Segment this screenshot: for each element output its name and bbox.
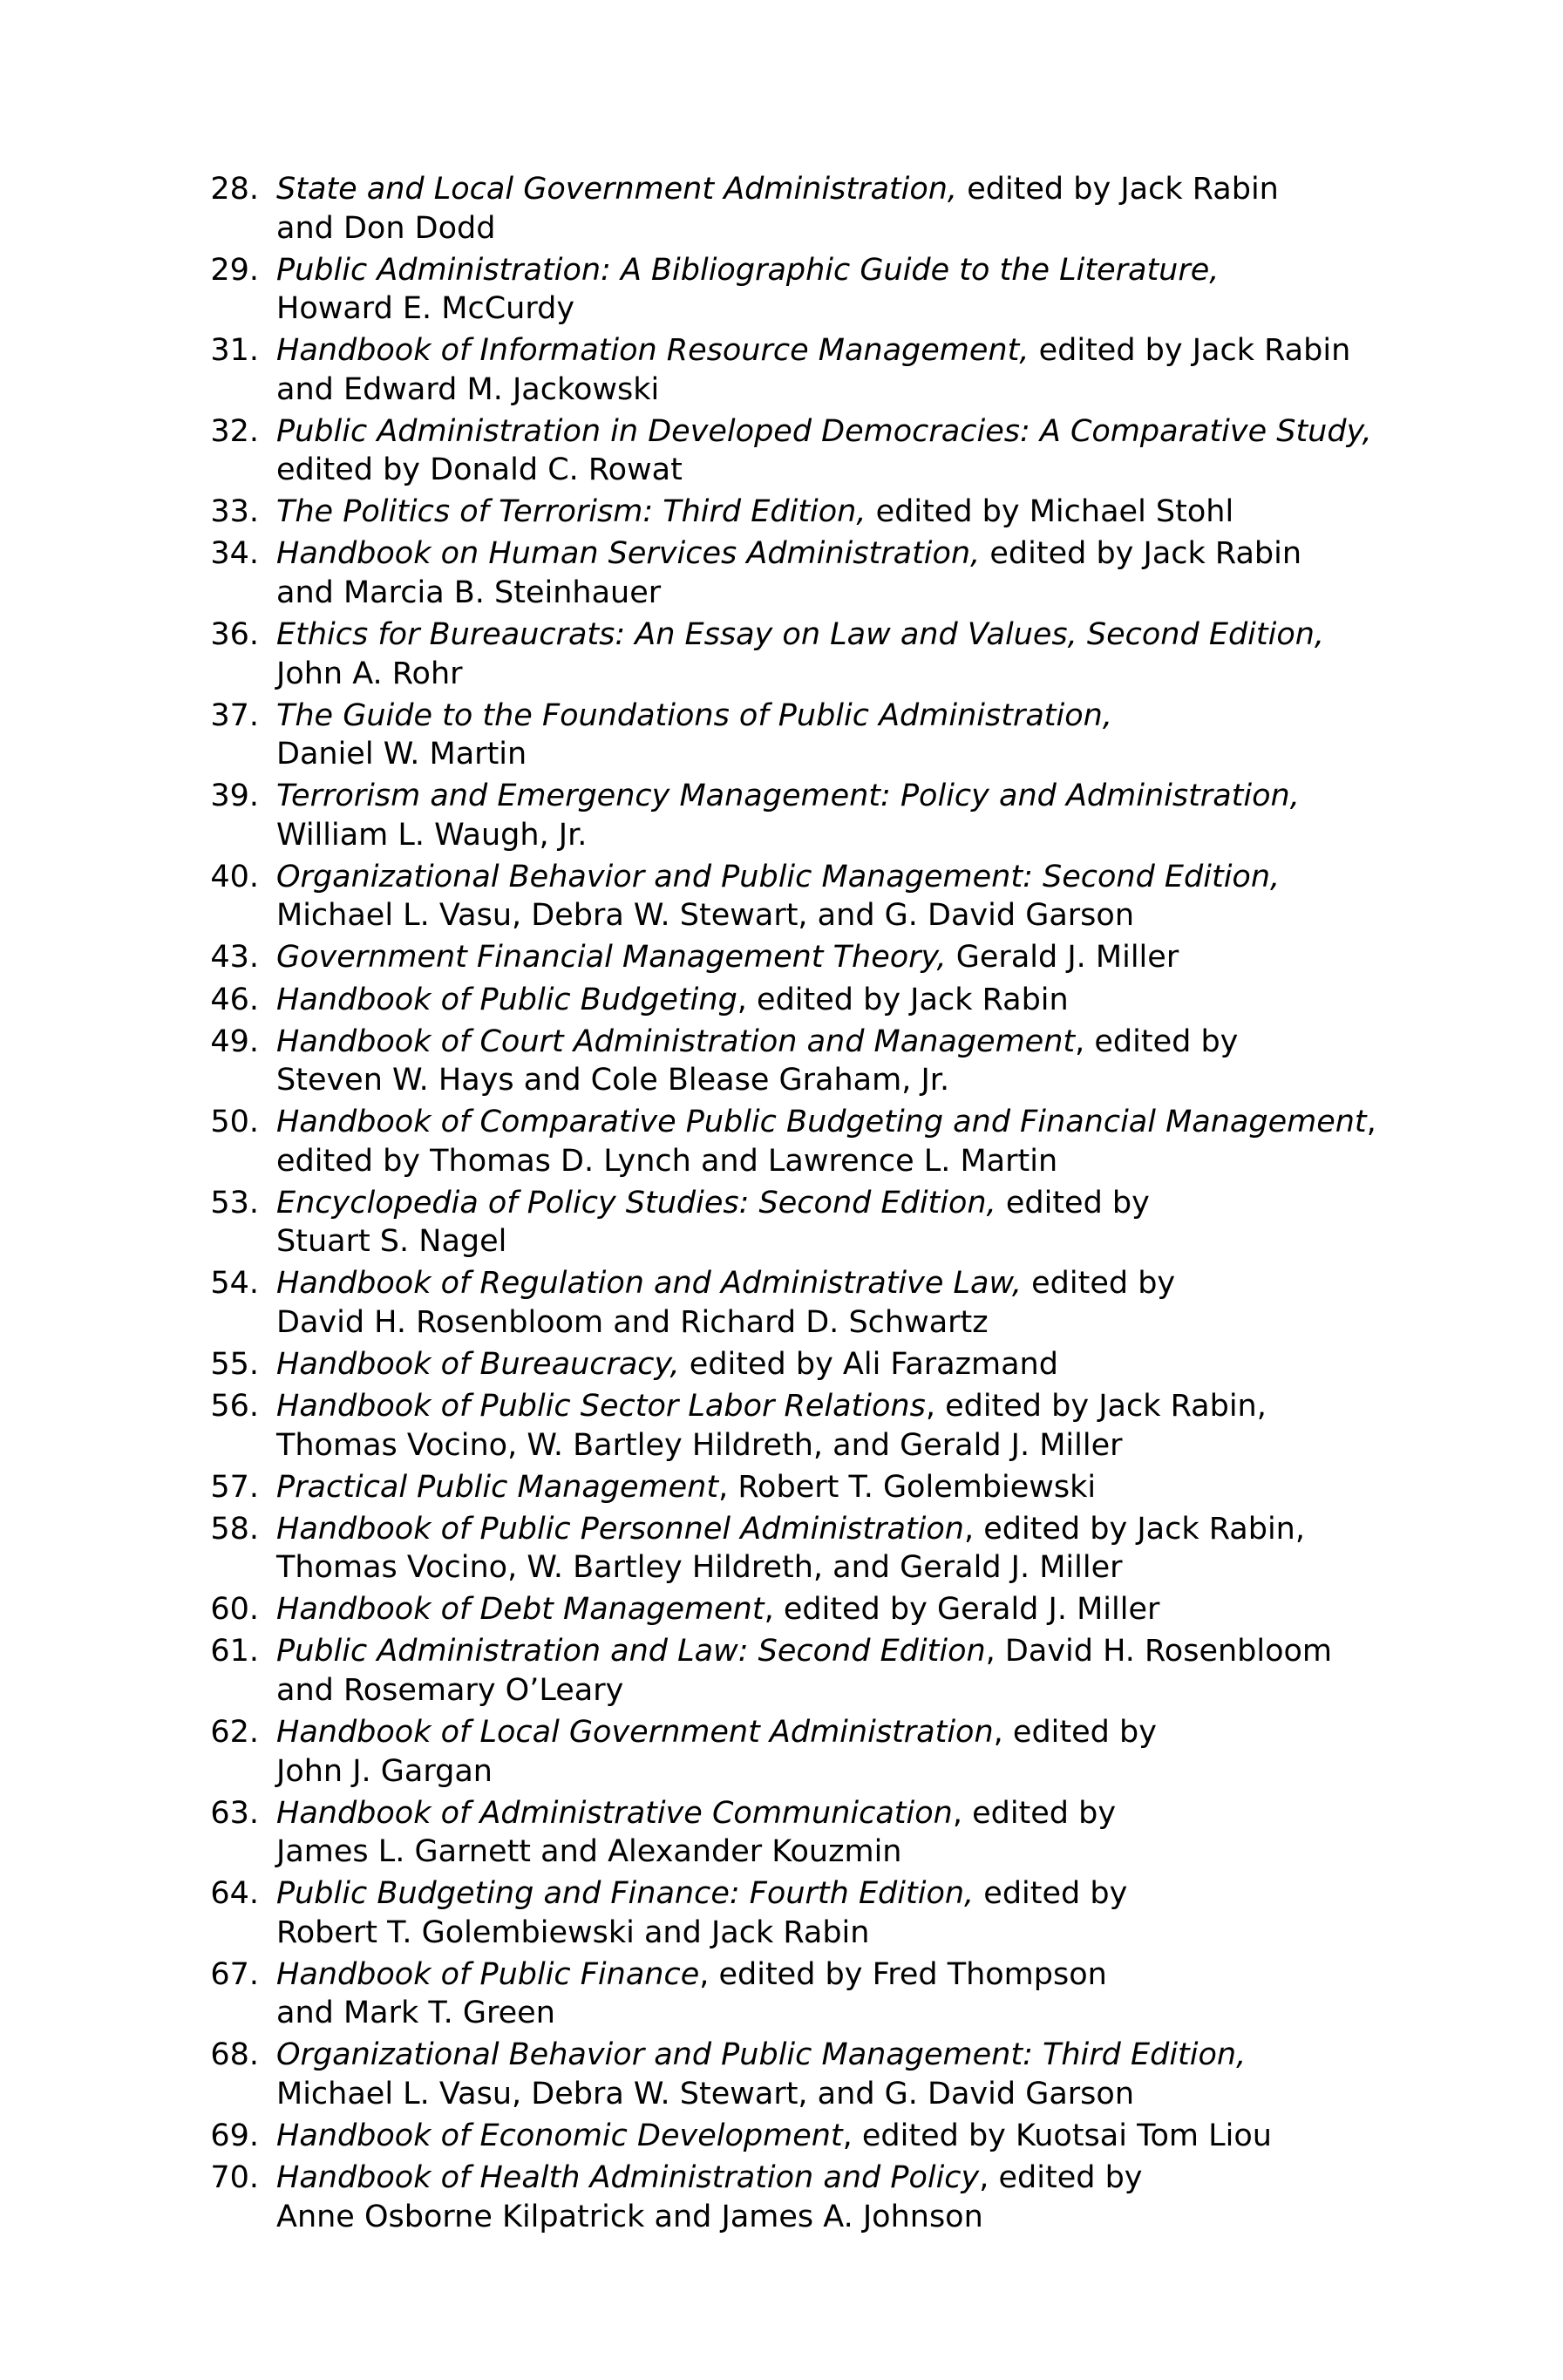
citation-text: , edited by Jack Rabin, xyxy=(963,1511,1305,1547)
entry-number: 53. xyxy=(210,1185,259,1221)
entry-citation xyxy=(276,534,1430,612)
entry-number: 70. xyxy=(210,2160,259,2196)
citation-line xyxy=(276,1590,1430,1629)
entry-citation xyxy=(276,697,1430,774)
citation-line xyxy=(276,1874,1430,1914)
citation-text: Michael L. Vasu, Debra W. Stewart, and G. David Garson xyxy=(276,2076,1134,2111)
series-entry xyxy=(192,1632,1430,1710)
entry-number: 28. xyxy=(210,172,259,207)
citation-line xyxy=(276,170,1430,209)
entry-number: 63. xyxy=(210,1795,259,1831)
citation-text: John A. Rohr xyxy=(276,656,463,691)
citation-text: edited by Thomas D. Lynch and Lawrence L. Martin xyxy=(276,1143,1058,1179)
series-entry xyxy=(192,1510,1430,1588)
citation-line xyxy=(276,1222,1430,1261)
series-entry xyxy=(192,1955,1430,2033)
citation-line xyxy=(276,697,1430,736)
entry-citation xyxy=(276,1264,1430,1342)
entry-number: 60. xyxy=(210,1592,259,1628)
entry-number: 49. xyxy=(210,1023,259,1059)
book-title: Public Budgeting and Finance: Fourth Edition, xyxy=(276,1876,975,1912)
entry-citation xyxy=(276,331,1430,409)
citation-line xyxy=(276,1671,1430,1710)
citation-line xyxy=(276,574,1430,613)
citation-line xyxy=(276,534,1430,574)
citation-text: Thomas Vocino, W. Bartley Hildreth, and Gerald J. Miller xyxy=(276,1550,1123,1586)
entry-citation xyxy=(276,777,1430,854)
citation-line xyxy=(276,1510,1430,1549)
series-entry xyxy=(192,331,1430,409)
book-title: Ethics for Bureaucrats: An Essay on Law and Values, Second Edition, xyxy=(276,617,1325,653)
series-entry xyxy=(192,412,1430,490)
citation-line xyxy=(276,1264,1430,1303)
citation-line xyxy=(276,412,1430,452)
citation-text: , edited by xyxy=(1075,1023,1239,1059)
citation-line xyxy=(276,371,1430,410)
citation-line xyxy=(276,816,1430,855)
citation-line xyxy=(276,1345,1430,1384)
entry-citation xyxy=(276,1632,1430,1710)
book-title: Organizational Behavior and Public Management: Third Edition, xyxy=(276,2037,1247,2073)
book-title: Handbook on Human Services Administration, xyxy=(276,536,981,572)
entry-citation xyxy=(276,1103,1430,1180)
citation-text: edited by xyxy=(1022,1266,1176,1302)
citation-line xyxy=(276,451,1430,490)
citation-line xyxy=(276,1387,1430,1426)
book-title: Public Administration and Law: Second Edition xyxy=(276,1634,986,1669)
citation-line xyxy=(276,1548,1430,1588)
citation-text: edited by Jack Rabin xyxy=(1029,333,1351,369)
citation-text: Michael L. Vasu, Debra W. Stewart, and G. David Garson xyxy=(276,898,1134,934)
entry-citation xyxy=(276,1590,1430,1629)
citation-line xyxy=(276,1955,1430,1995)
series-entry xyxy=(192,1874,1430,1952)
series-entry xyxy=(192,981,1430,1020)
entry-number: 54. xyxy=(210,1266,259,1302)
citation-text: , edited by xyxy=(979,2160,1143,2196)
book-title: Handbook of Court Administration and Management xyxy=(276,1023,1076,1059)
citation-text: , edited by xyxy=(952,1795,1117,1831)
series-entry xyxy=(192,1264,1430,1342)
entry-citation xyxy=(276,1510,1430,1588)
book-title: Organizational Behavior and Public Management: Second Edition, xyxy=(276,859,1281,894)
citation-line xyxy=(276,1794,1430,1833)
series-entry xyxy=(192,534,1430,612)
entry-number: 56. xyxy=(210,1389,259,1425)
citation-text: edited by Donald C. Rowat xyxy=(276,452,683,488)
citation-line xyxy=(276,493,1430,532)
citation-text: , David H. Rosenbloom xyxy=(985,1634,1333,1669)
citation-line xyxy=(276,1833,1430,1872)
entry-number: 37. xyxy=(210,697,259,733)
series-list xyxy=(192,170,1430,2240)
entry-citation xyxy=(276,170,1430,248)
citation-text: Stuart S. Nagel xyxy=(276,1224,507,1260)
citation-text: James L. Garnett and Alexander Kouzmin xyxy=(276,1834,902,1870)
entry-number: 64. xyxy=(210,1876,259,1912)
citation-line xyxy=(276,289,1430,329)
citation-line xyxy=(276,2198,1430,2237)
citation-line xyxy=(276,1184,1430,1223)
entry-number: 36. xyxy=(210,617,259,653)
book-title: Terrorism and Emergency Management: Policy and Administration, xyxy=(276,779,1300,814)
book-title: The Guide to the Foundations of Public Administration, xyxy=(276,697,1112,733)
series-entry xyxy=(192,493,1430,532)
citation-text: Howard E. McCurdy xyxy=(276,291,575,327)
citation-line xyxy=(276,1303,1430,1343)
series-entry xyxy=(192,938,1430,977)
citation-line xyxy=(276,2117,1430,2156)
citation-line xyxy=(276,1632,1430,1671)
citation-text: edited by xyxy=(974,1876,1128,1912)
citation-text: , edited by Jack Rabin xyxy=(737,982,1069,1017)
citation-text: Daniel W. Martin xyxy=(276,737,527,772)
citation-text: , edited by Kuotsai Tom Liou xyxy=(842,2118,1272,2154)
citation-text: and Don Dodd xyxy=(276,210,496,246)
entry-number: 40. xyxy=(210,859,259,894)
entry-number: 62. xyxy=(210,1715,259,1751)
series-entry xyxy=(192,170,1430,248)
entry-citation xyxy=(276,1345,1430,1384)
book-title: Handbook of Regulation and Administrative Law, xyxy=(276,1266,1022,1302)
citation-line xyxy=(276,896,1430,935)
entry-citation xyxy=(276,1184,1430,1261)
entry-citation xyxy=(276,938,1430,977)
citation-line xyxy=(276,1914,1430,1953)
entry-number: 29. xyxy=(210,252,259,288)
citation-line xyxy=(276,938,1430,977)
entry-number: 69. xyxy=(210,2118,259,2154)
citation-line xyxy=(276,331,1430,371)
citation-text: Steven W. Hays and Cole Blease Graham, Jr. xyxy=(276,1063,950,1098)
entry-citation xyxy=(276,2117,1430,2156)
citation-line xyxy=(276,655,1430,694)
citation-line xyxy=(276,1023,1430,1062)
book-title: Public Administration: A Bibliographic Guide to the Literature, xyxy=(276,252,1220,288)
book-title: Handbook of Debt Management xyxy=(276,1592,765,1628)
citation-line xyxy=(276,858,1430,897)
citation-line xyxy=(276,1713,1430,1752)
entry-number: 43. xyxy=(210,940,259,976)
citation-line xyxy=(276,1103,1430,1142)
citation-text: and Marcia B. Steinhauer xyxy=(276,575,662,610)
entry-number: 61. xyxy=(210,1634,259,1669)
book-title: Handbook of Comparative Public Budgeting and Financial Management xyxy=(276,1105,1367,1140)
entry-citation xyxy=(276,412,1430,490)
entry-number: 57. xyxy=(210,1469,259,1505)
citation-text: Anne Osborne Kilpatrick and James A. Johnson xyxy=(276,2199,983,2234)
series-entry xyxy=(192,1103,1430,1180)
citation-line xyxy=(276,735,1430,774)
book-title: Handbook of Local Government Administration xyxy=(276,1715,994,1751)
citation-text: William L. Waugh, Jr. xyxy=(276,817,588,853)
book-title: Handbook of Public Budgeting xyxy=(276,982,737,1017)
citation-line xyxy=(276,1426,1430,1465)
book-title: State and Local Government Administration, xyxy=(276,172,958,207)
entry-number: 31. xyxy=(210,333,259,369)
series-entry xyxy=(192,615,1430,693)
book-title: Practical Public Management xyxy=(276,1469,719,1505)
citation-text: , edited by Jack Rabin, xyxy=(925,1389,1267,1425)
series-entry xyxy=(192,1590,1430,1629)
citation-text: , xyxy=(1366,1105,1376,1140)
citation-text: edited by xyxy=(996,1185,1150,1221)
entry-citation xyxy=(276,251,1430,329)
citation-line xyxy=(276,981,1430,1020)
entry-citation xyxy=(276,2159,1430,2236)
entry-citation xyxy=(276,2036,1430,2113)
entry-citation xyxy=(276,1713,1430,1791)
entry-number: 50. xyxy=(210,1105,259,1140)
citation-text: Gerald J. Miller xyxy=(946,940,1179,976)
citation-text: Robert T. Golembiewski and Jack Rabin xyxy=(276,1914,870,1950)
entry-citation xyxy=(276,858,1430,935)
citation-text: Thomas Vocino, W. Bartley Hildreth, and Gerald J. Miller xyxy=(276,1427,1123,1463)
series-entry xyxy=(192,1345,1430,1384)
citation-text: and Rosemary O’Leary xyxy=(276,1672,624,1708)
entry-citation xyxy=(276,981,1430,1020)
book-title: Handbook of Health Administration and Policy xyxy=(276,2160,980,2196)
citation-line xyxy=(276,1061,1430,1100)
book-title: Encyclopedia of Policy Studies: Second Edition, xyxy=(276,1185,996,1221)
series-entry xyxy=(192,1023,1430,1100)
entry-citation xyxy=(276,1955,1430,2033)
entry-number: 58. xyxy=(210,1511,259,1547)
citation-line xyxy=(276,1752,1430,1792)
entry-number: 55. xyxy=(210,1347,259,1382)
book-title: Handbook of Economic Development xyxy=(276,2118,843,2154)
citation-line xyxy=(276,209,1430,248)
citation-line xyxy=(276,777,1430,816)
entry-number: 34. xyxy=(210,536,259,572)
book-title: Handbook of Bureaucracy, xyxy=(276,1347,680,1382)
citation-line xyxy=(276,2036,1430,2075)
book-title: Handbook of Administrative Communication xyxy=(276,1795,953,1831)
citation-text: , Robert T. Golembiewski xyxy=(718,1469,1097,1505)
series-entry xyxy=(192,2117,1430,2156)
citation-line xyxy=(276,2159,1430,2198)
series-entry xyxy=(192,697,1430,774)
entry-number: 46. xyxy=(210,982,259,1017)
entry-number: 39. xyxy=(210,779,259,814)
series-entry xyxy=(192,858,1430,935)
series-entry xyxy=(192,1713,1430,1791)
entry-citation xyxy=(276,1387,1430,1465)
citation-line xyxy=(276,615,1430,655)
citation-text: David H. Rosenbloom and Richard D. Schwartz xyxy=(276,1304,989,1340)
entry-citation xyxy=(276,1794,1430,1872)
citation-text: edited by Jack Rabin xyxy=(980,536,1302,572)
citation-text: edited by Jack Rabin xyxy=(957,172,1279,207)
citation-line xyxy=(276,1468,1430,1507)
citation-line xyxy=(276,1142,1430,1181)
citation-text: and Mark T. Green xyxy=(276,1996,555,2031)
citation-text: , edited by Gerald J. Miller xyxy=(764,1592,1160,1628)
series-entry xyxy=(192,2036,1430,2113)
citation-text: , edited by xyxy=(993,1715,1157,1751)
book-title: The Politics of Terrorism: Third Edition, xyxy=(276,494,866,530)
entry-number: 33. xyxy=(210,494,259,530)
series-entry xyxy=(192,251,1430,329)
entry-citation xyxy=(276,1468,1430,1507)
citation-text: , edited by Fred Thompson xyxy=(699,1956,1107,1992)
series-entry xyxy=(192,2159,1430,2236)
citation-text: John J. Gargan xyxy=(276,1753,493,1789)
book-title: Public Administration in Developed Democracies: A Comparative Study, xyxy=(276,413,1372,449)
entry-number: 67. xyxy=(210,1956,259,1992)
citation-text: edited by Ali Farazmand xyxy=(679,1347,1058,1382)
entry-citation xyxy=(276,1874,1430,1952)
citation-text: and Edward M. Jackowski xyxy=(276,371,660,407)
series-entry xyxy=(192,1387,1430,1465)
citation-line xyxy=(276,251,1430,290)
series-entry xyxy=(192,1794,1430,1872)
entry-number: 68. xyxy=(210,2037,259,2073)
entry-citation xyxy=(276,493,1430,532)
book-title: Handbook of Public Personnel Administration xyxy=(276,1511,964,1547)
series-entry xyxy=(192,1468,1430,1507)
entry-citation xyxy=(276,1023,1430,1100)
book-title: Government Financial Management Theory, xyxy=(276,940,947,976)
entry-citation xyxy=(276,615,1430,693)
citation-text: edited by Michael Stohl xyxy=(866,494,1234,530)
citation-line xyxy=(276,2075,1430,2114)
book-title: Handbook of Information Resource Management, xyxy=(276,333,1030,369)
entry-number: 32. xyxy=(210,413,259,449)
book-title: Handbook of Public Finance xyxy=(276,1956,700,1992)
series-entry xyxy=(192,1184,1430,1261)
book-title: Handbook of Public Sector Labor Relations xyxy=(276,1389,926,1425)
citation-line xyxy=(276,1994,1430,2033)
series-entry xyxy=(192,777,1430,854)
